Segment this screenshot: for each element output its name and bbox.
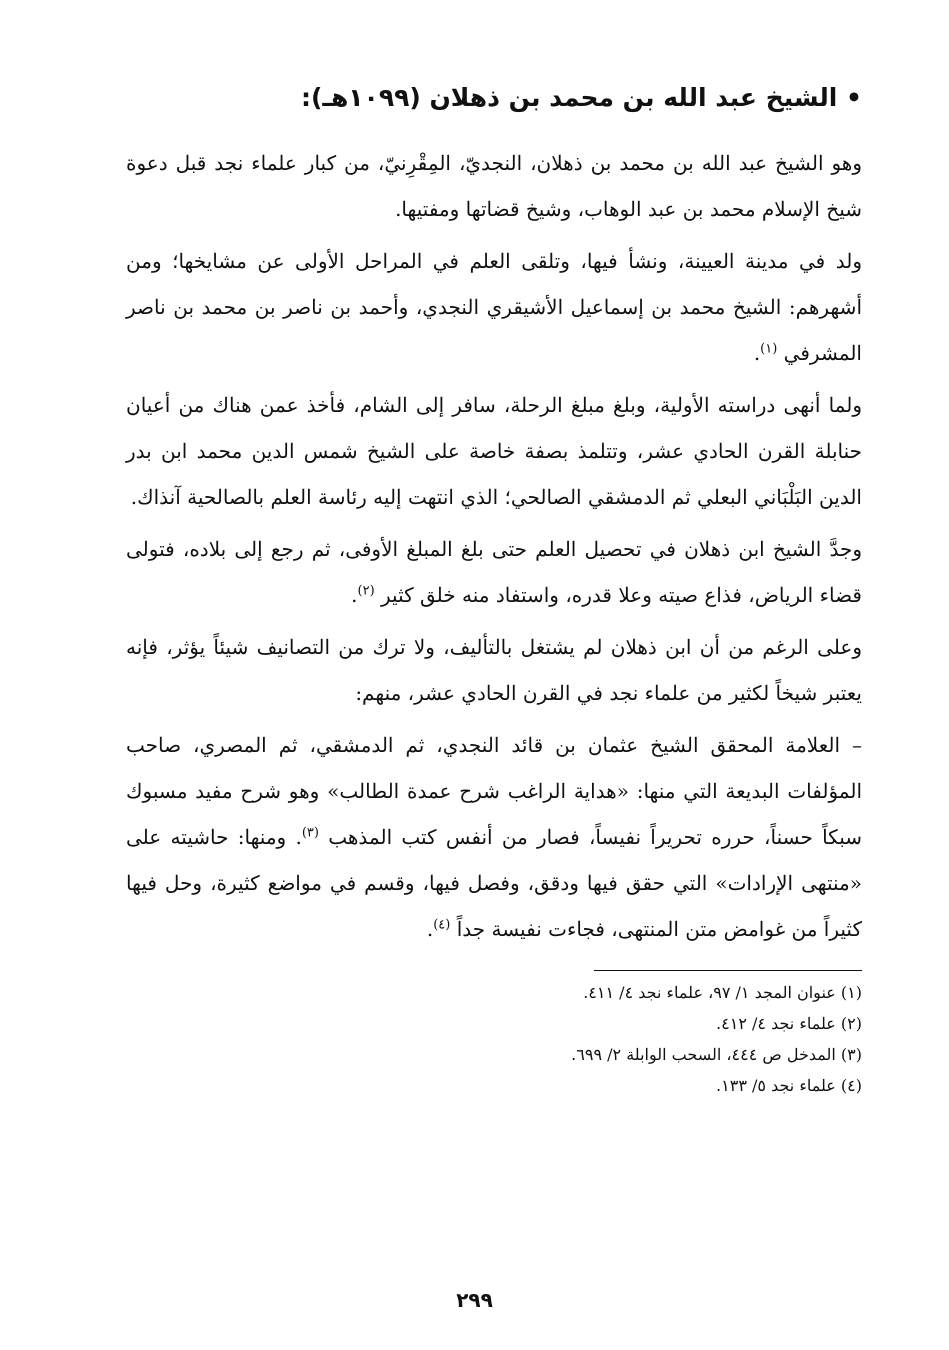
footnote-separator xyxy=(594,970,862,971)
paragraph-return xyxy=(126,526,862,618)
footnote-3: (٣) المدخل ص ٤٤٤، السحب الوابلة ٢/ ٦٩٩. xyxy=(571,1045,862,1064)
page-number: ٢٩٩ xyxy=(456,1288,493,1312)
paragraph-ibn-qaid-text: – العلامة المحقق الشيخ عثمان بن قائد النجدي، ثم الدمشقي، ثم المصري، صاحب المؤلفات البديعة التي منها: «هداية الراغب شرح عمدة الطالب» وهو شرح مفيد مسبوك سبكاً حسناً، حرره تحريراً نفيساً، فصار من أنفس كتب المذهب xyxy=(126,733,863,849)
paragraph-intro-text: وهو الشيخ عبد الله بن محمد بن ذهلان، النجديّ، المِقْرِنيّ، من كبار علماء نجد قبل دعوة شيخ الإسلام محمد بن عبد الوهاب، وشيخ قضاتها ومفتيها. xyxy=(126,151,862,221)
section-heading: • الشيخ عبد الله بن محمد بن ذهلان (١٠٩٩هـ): xyxy=(300,83,862,112)
paragraph-ibn-qaid-text-cont: ومنها: حاشيته على «منتهى الإرادات» التي حقق فيها ودقق، وفصل فيها، وقسم في مواضع كثيرة، وحل فيها كثيراً من غوامض متن المنتهى، فجاءت نفيسة جداً xyxy=(126,825,862,941)
footnote-ref-4[interactable]: (٤) xyxy=(433,917,451,933)
footnote-2: (٢) علماء نجد ٤/ ٤١٢. xyxy=(716,1014,862,1033)
paragraph-return-text: وجدَّ الشيخ ابن ذهلان في تحصيل العلم حتى بلغ المبلغ الأوفى، ثم رجع إلى بلاده، فتولى قضاء الرياض، فذاع صيته وعلا قدره، واستفاد منه خلق كثير xyxy=(126,537,862,607)
paragraph-travel xyxy=(126,382,862,520)
footnote-ref-3[interactable]: (٣) xyxy=(301,825,319,841)
footnote-ref-1[interactable]: (١) xyxy=(760,341,778,357)
footnotes xyxy=(126,977,862,1101)
document-page xyxy=(126,78,862,1318)
sentence-end: . xyxy=(753,341,761,365)
paragraph-students-text: وعلى الرغم من أن ابن ذهلان لم يشتغل بالتأليف، ولا ترك من التصانيف شيئاً يؤثر، فإنه يعتبر شيخاً لكثير من علماء نجد في القرن الحادي عشر، منهم: xyxy=(126,635,862,705)
footnote-1: (١) عنوان المجد ١/ ٩٧، علماء نجد ٤/ ٤١١. xyxy=(583,983,862,1002)
paragraph-birth xyxy=(126,238,862,376)
paragraph-students xyxy=(126,624,862,716)
paragraph-ibn-qaid xyxy=(126,722,862,952)
paragraph-intro xyxy=(126,140,862,232)
sentence-end: . xyxy=(351,583,358,607)
footnote-4: (٤) علماء نجد ٥/ ١٣٣. xyxy=(716,1076,862,1095)
footnote-ref-2[interactable]: (٢) xyxy=(357,583,375,599)
sentence-end: . xyxy=(426,917,434,941)
sentence-end: . xyxy=(295,825,302,849)
paragraph-travel-text: ولما أنهى دراسته الأولية، وبلغ مبلغ الرحلة، سافر إلى الشام، فأخذ عمن هناك من أعيان حنابلة القرن الحادي عشر، وتتلمذ بصفة خاصة على الشيخ شمس الدين محمد ابن بدر الدين البَلْبَاني البعلي ثم الدمشقي الصالحي؛ الذي انتهت إليه رئاسة العلم بالصالحية آنذاك. xyxy=(126,393,862,509)
paragraph-birth-text: ولد في مدينة العيينة، ونشأ فيها، وتلقى العلم في المراحل الأولى عن مشايخها؛ ومن أشهرهم: الشيخ محمد بن إسماعيل الأشيقري النجدي، وأحمد بن ناصر بن محمد بن ناصر المشرفي xyxy=(126,249,863,365)
body-text xyxy=(126,140,862,952)
